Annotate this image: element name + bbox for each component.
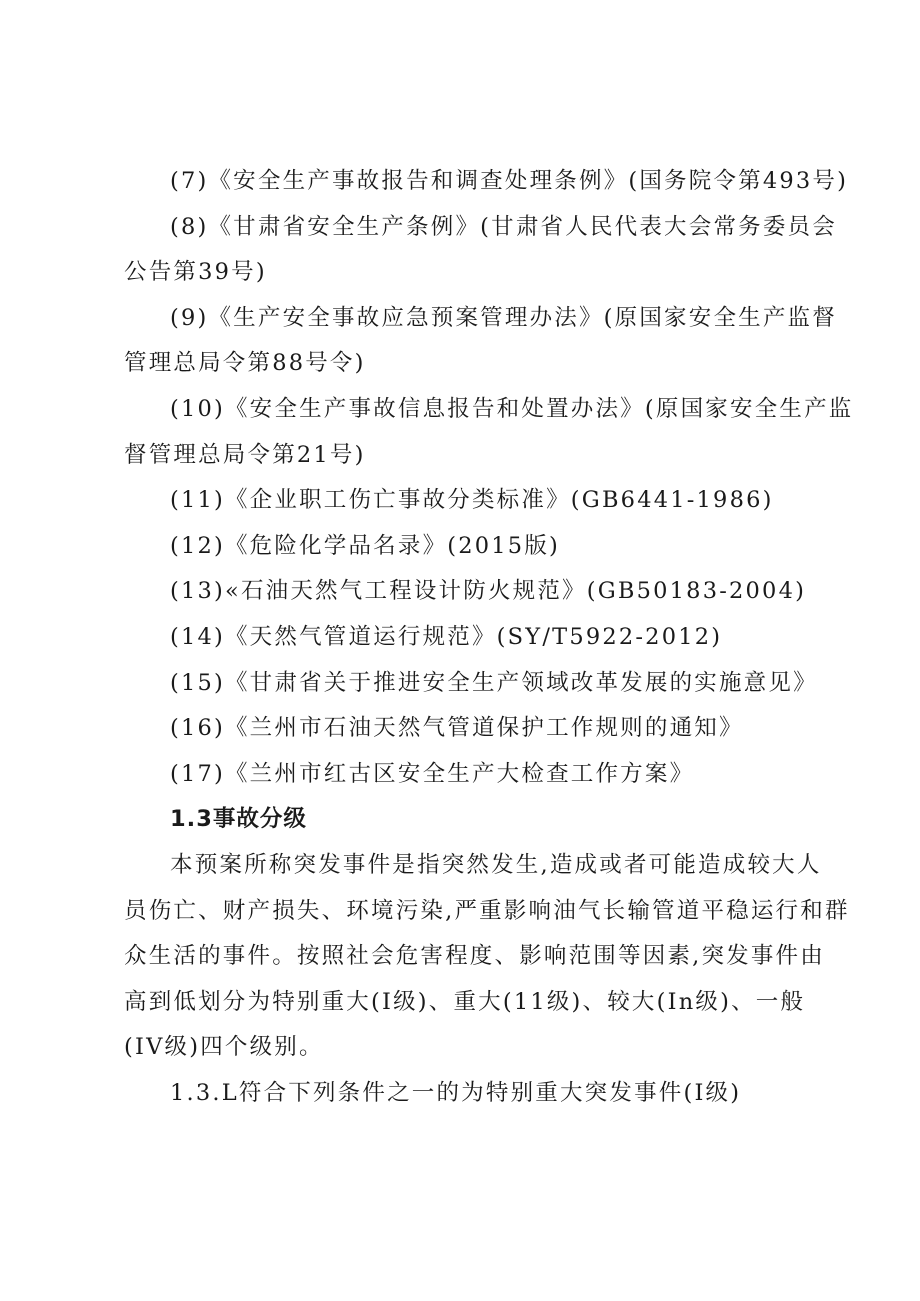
paragraph-line: 众生活的事件。按照社会危害程度、影响范围等因素,突发事件由 xyxy=(124,943,825,969)
paragraph-line: (IV级)四个级别。 xyxy=(124,1034,324,1060)
ref-item-14: (14)《天然气管道运行规范》(SY/T5922-2012) xyxy=(170,624,723,650)
ref-item-12: (12)《危险化学品名录》(2015版) xyxy=(170,533,561,559)
ref-item-10-continued: 督管理总局令第21号) xyxy=(124,442,366,468)
ref-item-15: (15)《甘肃省关于推进安全生产领域改革发展的实施意见》 xyxy=(170,670,818,696)
ref-item-7: (7)《安全生产事故报告和调查处理条例》(国务院令第493号) xyxy=(170,168,849,194)
ref-item-8: (8)《甘肃省安全生产条例》(甘肃省人民代表大会常务委员会 xyxy=(170,214,837,240)
paragraph-line: 高到低划分为特别重大(I级)、重大(11级)、较大(In级)、一般 xyxy=(124,989,806,1015)
ref-item-9-continued: 管理总局令第88号令) xyxy=(124,350,366,376)
ref-item-9: (9)《生产安全事故应急预案管理办法》(原国家安全生产监督 xyxy=(170,305,837,331)
ref-item-13: (13)«石油天然气工程设计防火规范》(GB50183-2004) xyxy=(170,578,807,604)
ref-item-17: (17)《兰州市红古区安全生产大检查工作方案》 xyxy=(170,761,695,787)
paragraph-line: 本预案所称突发事件是指突然发生,造成或者可能造成较大人 xyxy=(170,852,822,878)
paragraph-line: 员伤亡、财产损失、环境污染,严重影响油气长输管道平稳运行和群 xyxy=(124,898,850,924)
ref-item-16: (16)《兰州市石油天然气管道保护工作规则的通知》 xyxy=(170,715,744,741)
ref-item-11: (11)《企业职工伤亡事故分类标准》(GB6441-1986) xyxy=(170,487,774,513)
subsection-line: 1.3.L符合下列条件之一的为特别重大突发事件(I级) xyxy=(170,1080,742,1106)
ref-item-8-continued: 公告第39号) xyxy=(124,259,267,285)
ref-item-10: (10)《安全生产事故信息报告和处置办法》(原国家安全生产监 xyxy=(170,396,854,422)
section-heading: 1.3事故分级 xyxy=(170,806,307,832)
